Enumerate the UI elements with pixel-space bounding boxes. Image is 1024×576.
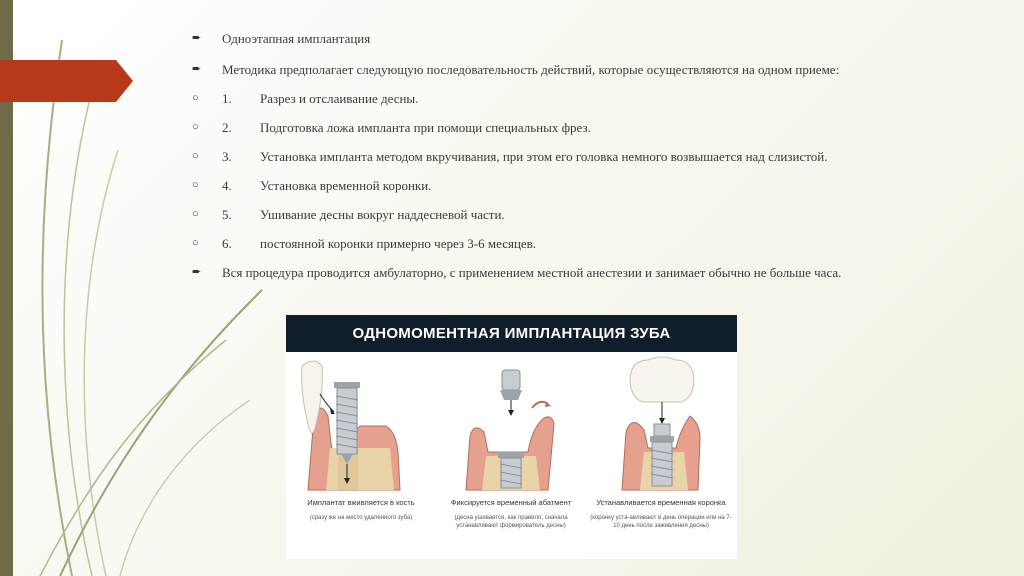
- red-accent-tab: [0, 60, 133, 102]
- abutment-illustration: [436, 352, 586, 492]
- arrow-bullet-icon: ➨: [192, 63, 202, 75]
- implant-insertion-illustration: [286, 352, 436, 492]
- item-text: Методика предполагает следующую последовательность действий, которые осуществляются на одном приеме:: [222, 62, 840, 77]
- item-text: Разрез и отслаивание десны.: [260, 91, 419, 106]
- implant-figure: [286, 315, 737, 559]
- figure-title: ОДНОМОМЕНТНАЯ ИМПЛАНТАЦИЯ ЗУБА: [286, 315, 737, 352]
- circle-bullet-icon: ○: [192, 179, 199, 191]
- item-number: 6.: [222, 236, 232, 251]
- item-number: 2.: [222, 120, 232, 135]
- list-item: [192, 119, 922, 136]
- list-item: [192, 264, 922, 281]
- circle-bullet-icon: ○: [192, 208, 199, 220]
- list-item: [192, 90, 922, 107]
- arrow-bullet-icon: ➨: [192, 266, 202, 278]
- stage-caption: Имплантат вживляется в кость: [307, 498, 415, 507]
- list-item: [192, 30, 922, 47]
- list-item: [192, 235, 922, 252]
- stage-caption: Устанавливается временная коронка: [596, 498, 726, 507]
- item-text: Установка импланта методом вкручивания, при этом его головка немного возвышается над слизистой.: [260, 149, 828, 164]
- item-text: Ушивание десны вокруг наддесневой части.: [260, 207, 505, 222]
- figure-stage-implant: [286, 352, 436, 559]
- item-number: 4.: [222, 178, 232, 193]
- item-number: 1.: [222, 91, 232, 106]
- temporary-crown-illustration: [586, 352, 736, 492]
- list-item: [192, 206, 922, 223]
- item-text: Подготовка ложа импланта при помощи специальных фрез.: [260, 120, 591, 135]
- list-item: [192, 148, 922, 165]
- figure-stage-crown: [586, 352, 736, 559]
- figure-stage-abutment: [436, 352, 586, 559]
- list-item: [192, 61, 922, 78]
- stage-caption: Фиксируется временный абатмент: [450, 498, 572, 507]
- item-text: Одноэтапная имплантация: [222, 31, 371, 46]
- item-text: Вся процедура проводится амбулаторно, с применением местной анестезии и занимает обычно не больше часа.: [222, 265, 842, 280]
- stage-note: (коронку уста-авливают в день операции или на 7-10 день после заживления десны): [590, 515, 732, 529]
- circle-bullet-icon: ○: [192, 150, 199, 162]
- slide-content: [192, 30, 922, 281]
- item-text: Установка временной коронки.: [260, 178, 432, 193]
- circle-bullet-icon: ○: [192, 121, 199, 133]
- arrow-bullet-icon: ➨: [192, 32, 202, 44]
- stage-note: (сразу же на место удаленного зуба): [309, 515, 413, 521]
- item-number: 5.: [222, 207, 232, 222]
- item-text: постоянной коронки примерно через 3-6 месяцев.: [260, 236, 537, 251]
- stage-note: (десна ушивается, как правило, сначала устанавливают формирователь десны): [454, 515, 568, 529]
- item-number: 3.: [222, 149, 232, 164]
- circle-bullet-icon: ○: [192, 92, 199, 104]
- circle-bullet-icon: ○: [192, 237, 199, 249]
- list-item: [192, 177, 922, 194]
